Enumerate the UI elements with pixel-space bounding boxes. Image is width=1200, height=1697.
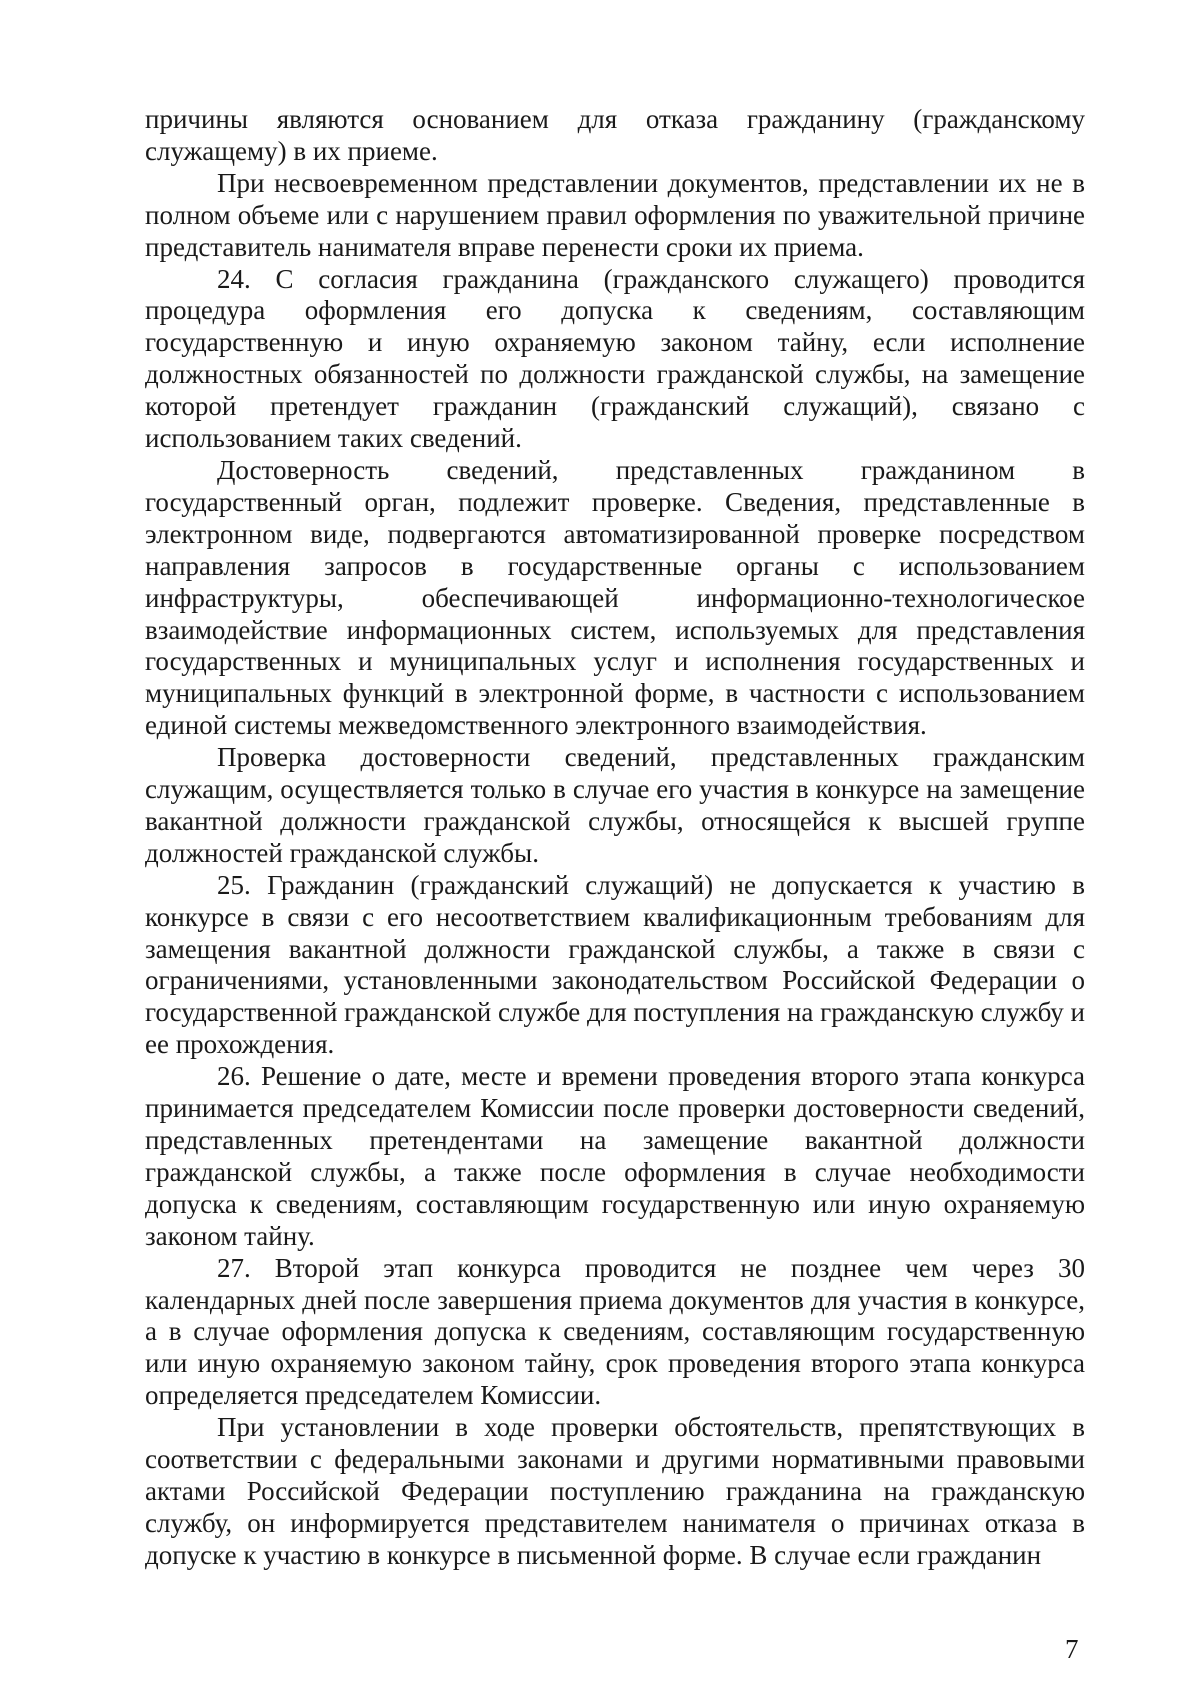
paragraph-late-submission: При несвоевременном представлении документов, представлении их не в полном объеме или с нарушением правил оформления по уважительной причине представитель нанимателя вправе перенести сроки их приема.	[145, 167, 1085, 262]
paragraph-civil-servant-verification: Проверка достоверности сведений, представленных гражданским служащим, осуществляется только в случае его участия в конкурсе на замещение вакантной должности гражданской службы, относящейся к высшей группе должностей гражданской службы.	[145, 742, 1085, 868]
document-body	[145, 104, 1085, 1572]
paragraph-26-second-stage-decision: 26. Решение о дате, месте и времени проведения второго этапа конкурса принимается председателем Комиссии после проверки достоверности сведений, представленных претендентами на замещение вакантной должности гражданской службы, а также после оформления в случае необходимости допуска к сведениям, составляющим государственную или иную охраняемую законом тайну.	[145, 1061, 1085, 1251]
paragraph-27-second-stage-timing: 27. Второй этап конкурса проводится не позднее чем через 30 календарных дней после завершения приема документов для участия в конкурсе, а в случае оформления допуска к сведениям, составляющим государственную или иную охраняемую законом тайну, срок проведения второго этапа конкурса определяется председателем Комиссии.	[145, 1252, 1085, 1411]
paragraph-25-non-admission: 25. Гражданин (гражданский служащий) не допускается к участию в конкурсе в связи с его несоответствием квалификационным требованиям для замещения вакантной должности гражданской службы, а также в связи с ограничениями, установленными законодательством Российской Федерации о государственной гражданской службе для поступления на гражданскую службу и ее прохождения.	[145, 869, 1085, 1060]
paragraph-refusal-notification: При установлении в ходе проверки обстоятельств, препятствующих в соответствии с федеральными законами и другими нормативными правовыми актами Российской Федерации поступлению гражданина на гражданскую службу, он информируется представителем нанимателя о причинах отказа в допуске к участию в конкурсе в письменной форме. В случае если гражданин	[145, 1412, 1085, 1570]
paragraph-continuation: причины являются основанием для отказа гражданину (гражданскому служащему) в их приеме.	[145, 104, 1085, 166]
paragraph-verification: Достоверность сведений, представленных гражданином в государственный орган, подлежит проверке. Сведения, представленные в электронном виде, подвергаются автоматизированной проверке посредством направления запросов в государственные органы с использованием инфраструктуры, обеспечивающей информационно-технологическое взаимодействие информационных систем, используемых для представления государственных и муниципальных услуг и исполнения государственных и муниципальных функций в электронной форме, в частности с использованием единой системы межведомственного электронного взаимодействия.	[145, 454, 1085, 741]
page-number: 7	[1065, 1634, 1079, 1664]
paragraph-24-clearance: 24. С согласия гражданина (гражданского служащего) проводится процедура оформления его допуска к сведениям, составляющим государственную и иную охраняемую законом тайну, если исполнение должностных обязанностей по должности гражданской службы, на замещение которой претендует гражданин (гражданский служащий), связано с использованием таких сведений.	[145, 263, 1085, 454]
